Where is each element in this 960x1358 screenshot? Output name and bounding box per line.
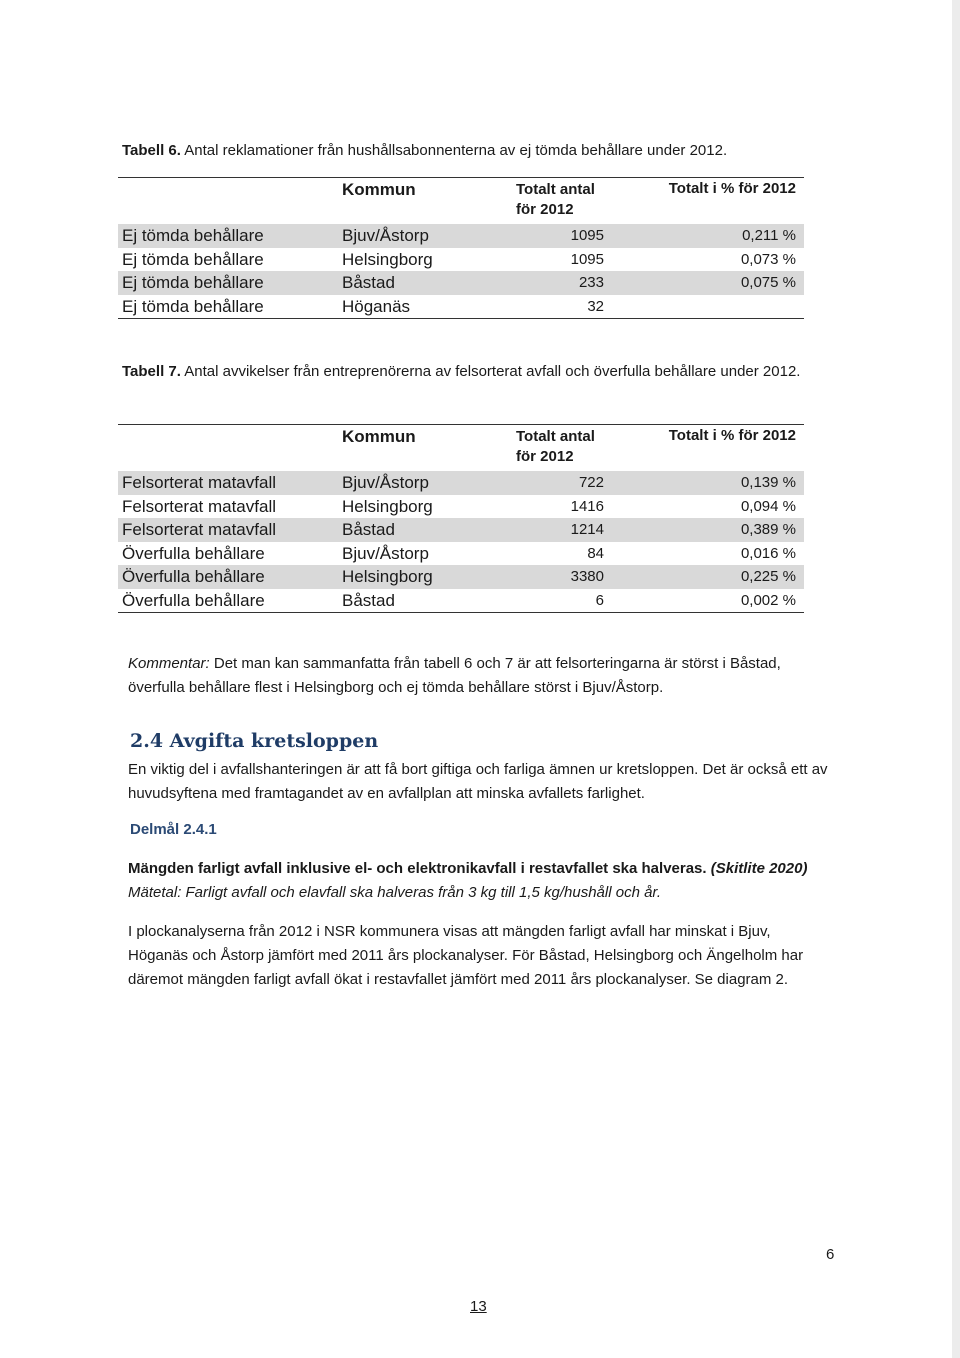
- table-row: [118, 565, 804, 589]
- table6-header-percent: Totalt i % för 2012: [668, 180, 796, 197]
- cell-kommun: Bjuv/Åstorp: [342, 543, 429, 563]
- table6-header: [118, 178, 804, 224]
- cell-kommun: Helsingborg: [342, 567, 433, 586]
- cell-category: Överfulla behållare: [122, 590, 265, 610]
- table-row: [118, 542, 804, 566]
- cell-percent: 0,016 %: [740, 544, 796, 562]
- table6-caption: [122, 141, 812, 161]
- cell-kommun: Båstad: [342, 273, 395, 292]
- cell-kommun: Helsingborg: [342, 249, 433, 269]
- cell-category: Ej tömda behållare: [122, 249, 264, 269]
- cell-category: Ej tömda behållare: [122, 273, 264, 292]
- table6-header-kommun: Kommun: [342, 180, 416, 199]
- page-number-outer: 13: [470, 1298, 487, 1315]
- comment-paragraph: [128, 652, 828, 700]
- cell-percent: 0,002 %: [740, 591, 796, 609]
- cell-total: 1416: [570, 497, 604, 515]
- table6: [118, 177, 804, 319]
- cell-total: 722: [578, 474, 604, 491]
- table7: [118, 424, 804, 613]
- cell-kommun: Höganäs: [342, 296, 411, 316]
- cell-kommun: Bjuv/Åstorp: [342, 473, 429, 492]
- cell-percent: 0,389 %: [740, 521, 796, 538]
- table-row: [118, 271, 804, 295]
- cell-category: Ej tömda behållare: [122, 296, 264, 316]
- cell-percent: 0,211 %: [742, 227, 796, 244]
- cell-kommun: Bjuv/Åstorp: [342, 226, 429, 245]
- table6-header-total: Totalt antal för 2012: [516, 181, 595, 218]
- page-number-inner: 6: [826, 1246, 835, 1263]
- table7-header-total: Totalt antal för 2012: [516, 428, 595, 465]
- section-intro: En viktig del i avfallshanteringen är att få bort giftiga och farliga ämnen ur kretsloppen. Det är också ett av huvudsyftena med framtagandet av en avfallplan att minska avfallets farlighet.: [128, 761, 828, 802]
- body-paragraph: I plockanalyserna från 2012 i NSR kommunera visas att mängden farligt avfall har minskat i Bjuv, Höganäs och Åstorp jämfört med 2011 års plockanalyser. För Båstad, Helsingborg och Ängelholm har däremot mängden farligt avfall ökat i restavfallet jämfört med 2011 års plockanalyser. Se diagram 2.: [128, 923, 804, 988]
- cell-total: 84: [587, 544, 604, 562]
- cell-percent: 0,094 %: [740, 497, 796, 515]
- metric-text: Mätetal: Farligt avfall och elavfall ska halveras från 3 kg till 1,5 kg/hushåll och år.: [128, 884, 662, 901]
- table7-header-kommun: Kommun: [342, 427, 416, 446]
- cell-total: 3380: [570, 568, 604, 585]
- cell-total: 6: [595, 591, 604, 609]
- comment-text: Det man kan sammanfatta från tabell 6 och 7 är att felsorteringarna är störst i Båstad, överfulla behållare flest i Helsingborg och ej tömda behållare störst i Bjuv/Åstorp.: [128, 655, 781, 696]
- table7-header-percent: Totalt i % för 2012: [668, 427, 796, 444]
- goal-bold: Mängden farligt avfall inklusive el- och elektronikavfall i restavfallet ska halveras.: [128, 860, 707, 877]
- cell-percent: 0,075 %: [740, 274, 796, 291]
- cell-category: Överfulla behållare: [122, 567, 265, 586]
- table7-caption-label: Tabell 7.: [122, 363, 181, 380]
- table-row: [118, 295, 804, 319]
- table6-caption-text: Antal reklamationer från hushållsabonnenterna av ej tömda behållare under 2012.: [184, 142, 728, 159]
- goal-paragraph: [128, 857, 828, 905]
- table-row: [118, 518, 804, 542]
- page-edge: [952, 0, 960, 1358]
- cell-category: Ej tömda behållare: [122, 226, 264, 245]
- cell-percent: 0,073 %: [740, 250, 796, 268]
- table-row: [118, 248, 804, 272]
- cell-percent: 0,139 %: [740, 474, 796, 491]
- cell-category: Överfulla behållare: [122, 543, 265, 563]
- table-row: [118, 495, 804, 519]
- table-row: [118, 589, 804, 613]
- cell-kommun: Båstad: [342, 520, 395, 539]
- cell-total: 1095: [570, 227, 604, 244]
- cell-total: 1214: [570, 521, 604, 538]
- cell-category: Felsorterat matavfall: [122, 496, 276, 516]
- cell-percent: 0,225 %: [740, 568, 796, 585]
- cell-total: 233: [578, 274, 604, 291]
- comment-label: Kommentar:: [128, 655, 210, 672]
- cell-total: 1095: [570, 250, 604, 268]
- table-row: [118, 224, 804, 248]
- goal-italic: (Skitlite 2020): [710, 860, 808, 877]
- delmal-heading: Delmål 2.4.1: [130, 821, 217, 838]
- cell-category: Felsorterat matavfall: [122, 520, 276, 539]
- cell-kommun: Helsingborg: [342, 496, 433, 516]
- table-row: [118, 471, 804, 495]
- cell-kommun: Båstad: [342, 590, 395, 610]
- table7-header: [118, 425, 804, 471]
- section-heading: 2.4 Avgifta kretsloppen: [130, 730, 379, 752]
- cell-category: Felsorterat matavfall: [122, 473, 276, 492]
- table7-caption: [122, 362, 812, 382]
- cell-total: 32: [587, 297, 604, 315]
- table6-caption-label: Tabell 6.: [122, 142, 181, 159]
- table7-caption-text: Antal avvikelser från entreprenörerna av felsorterat avfall och överfulla behållare under 2012.: [184, 363, 801, 380]
